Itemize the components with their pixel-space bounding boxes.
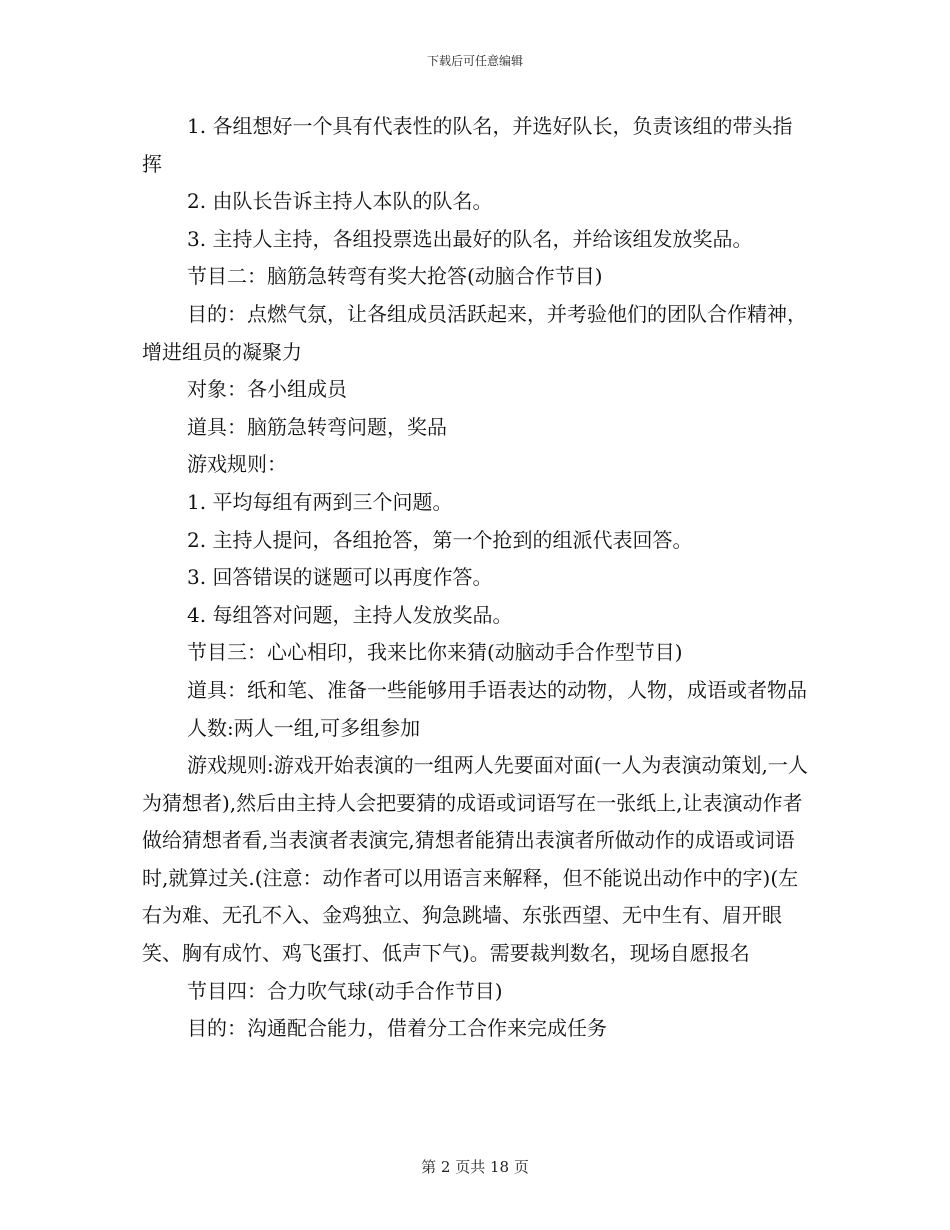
paragraph: 4. 每组答对问题，主持人发放奖品。 [187, 602, 513, 627]
page-footer: 第 2 页共 18 页 [421, 1158, 529, 1176]
section-title: 节目四：合力吹气球(动手合作节目) [187, 978, 503, 1003]
paragraph: 道具：脑筋急转弯问题，奖品 [187, 414, 447, 439]
paragraph: 2. 由队长告诉主持人本队的队名。 [187, 189, 493, 214]
document-body [142, 108, 812, 1048]
paragraph: 人数:两人一组,可多组参加 [187, 715, 421, 740]
paragraph: 1. 平均每组有两到三个问题。 [187, 489, 453, 514]
page-header: 下载后可任意编辑 [426, 54, 523, 68]
paragraph: 目的：点燃气氛，让各组成员活跃起来，并考验他们的团队合作精神，增进组员的凝聚力 [142, 301, 807, 364]
paragraph: 3. 回答错误的谜题可以再度作答。 [187, 565, 493, 590]
section-title: 节目三：心心相印，我来比你来猜(动脑动手合作型节目) [187, 640, 683, 665]
paragraph: 对象：各小组成员 [187, 377, 347, 402]
paragraph: 游戏规则： [187, 452, 287, 477]
paragraph: 1. 各组想好一个具有代表性的队名，并选好队长，负责该组的带头指挥 [142, 114, 793, 176]
paragraph: 游戏规则:游戏开始表演的一组两人先要面对面(一人为表演动策划,一人为猜想者),然后由主持人会把要猜的成语或词语写在一张纸上,让表演动作者做给猜想者看,当表演者表演完,猜想者能猜出表演者所做动作的成语或词语时,就算过关.(注意：动作者可以用语言来解释，但不能说出动作中的字)(左右为难、无孔不入、金鸡独立、狗急跳墙、东张西望、无中生有、眉开眼笑、胸有成竹、鸡飞蛋打、低声下气)。需要裁判数名，现场自愿报名 [142, 753, 808, 966]
paragraph: 3. 主持人主持，各组投票选出最好的队名，并给该组发放奖品。 [187, 226, 753, 251]
section-title: 节目二：脑筋急转弯有奖大抢答(动脑合作节目) [187, 264, 603, 289]
paragraph: 道具：纸和笔、准备一些能够用手语表达的动物，人物，成语或者物品 [187, 677, 807, 702]
paragraph: 目的：沟通配合能力，借着分工合作来完成任务 [187, 1016, 607, 1041]
paragraph: 2. 主持人提问，各组抢答，第一个抢到的组派代表回答。 [187, 527, 693, 552]
